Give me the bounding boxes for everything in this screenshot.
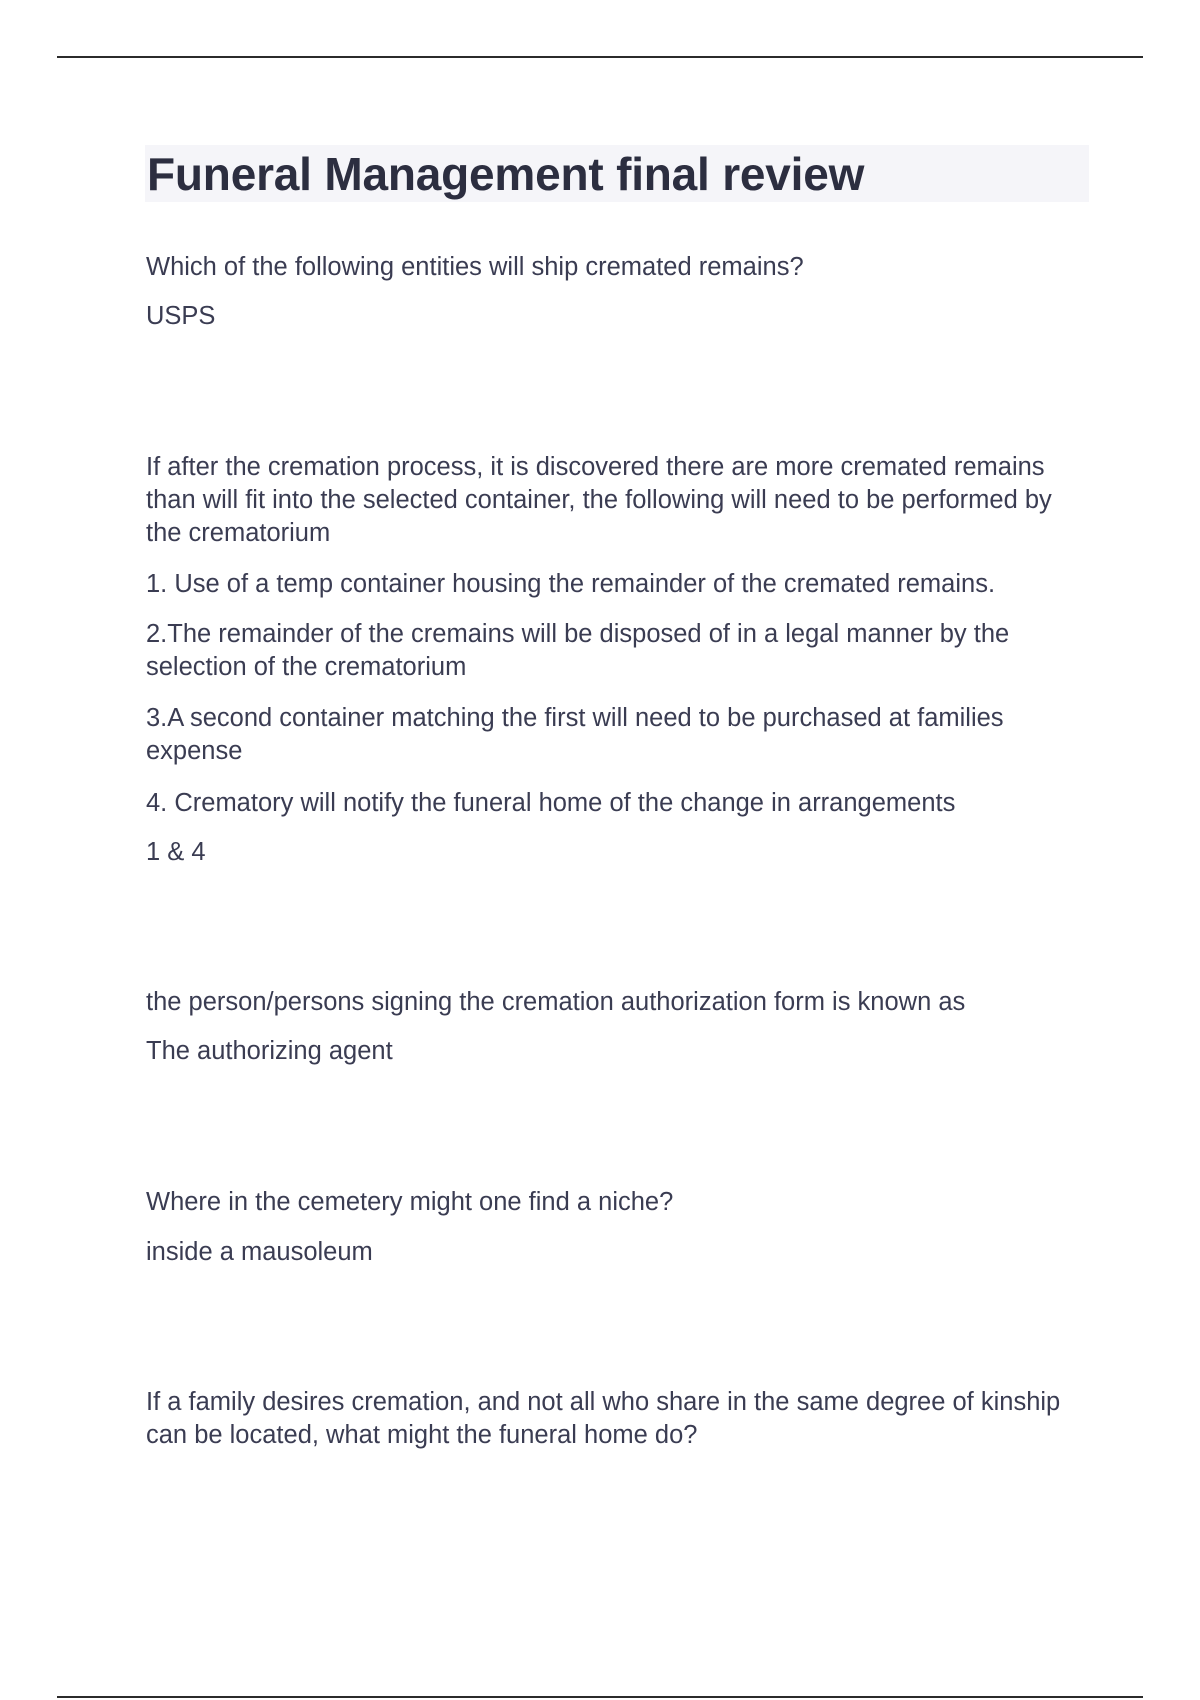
page-title: Funeral Management final review — [147, 148, 865, 200]
card-2-option-1: 1. Use of a temp container housing the remainder of the cremated remains. — [146, 570, 996, 598]
card-2-option-3: 3.A second container matching the first will need to be purchased at families expense — [146, 704, 1004, 765]
card-4-answer: inside a mausoleum — [146, 1238, 373, 1266]
card-2-option-2: 2.The remainder of the cremains will be disposed of in a legal manner by the selection of the crematorium — [146, 620, 1010, 681]
bottom-divider — [57, 1696, 1143, 1698]
card-2-answer: 1 & 4 — [146, 838, 206, 866]
card-4-question: Where in the cemetery might one find a niche? — [146, 1188, 674, 1216]
card-1-question: Which of the following entities will ship cremated remains? — [146, 253, 804, 281]
card-2-option-4: 4. Crematory will notify the funeral home of the change in arrangements — [146, 789, 956, 817]
top-divider — [57, 56, 1143, 58]
title-block — [145, 145, 1089, 202]
card-5-question: If a family desires cremation, and not all who share in the same degree of kinship can be located, what might the funeral home do? — [146, 1388, 1061, 1449]
card-3-answer: The authorizing agent — [146, 1037, 393, 1065]
card-3-question: the person/persons signing the cremation authorization form is known as — [146, 988, 966, 1016]
card-2-question: If after the cremation process, it is discovered there are more cremated remains than will fit into the selected container, the following will need to be performed by the crematorium — [146, 453, 1052, 547]
card-1-answer: USPS — [146, 302, 216, 330]
